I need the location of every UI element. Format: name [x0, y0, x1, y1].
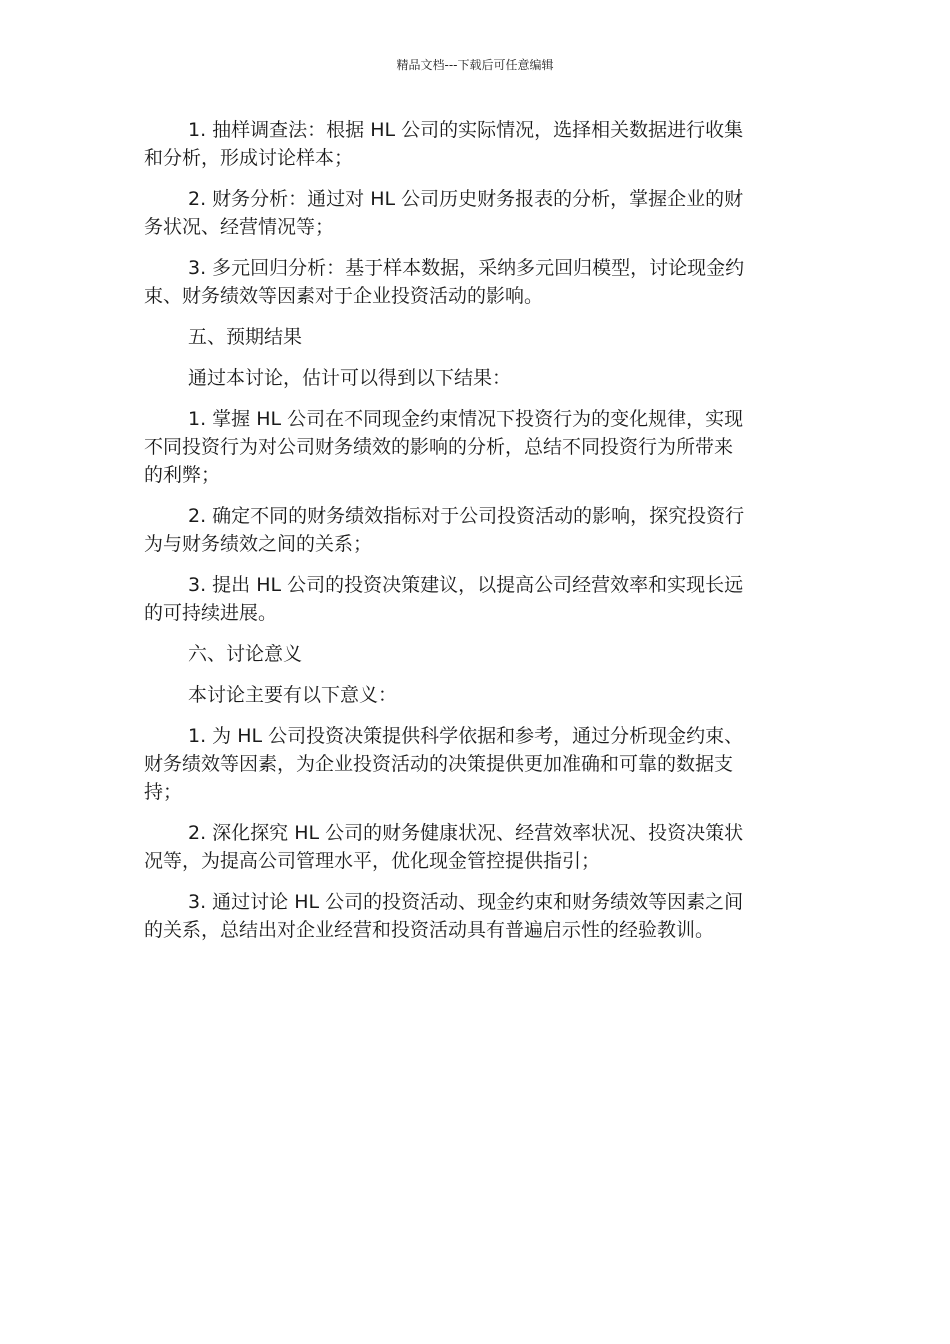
- method-item-2: 2. 财务分析：通过对 HL 公司历史财务报表的分析，掌握企业的财 务状况、经营情况等；: [144, 188, 744, 238]
- significance-item-3: 3. 通过讨论 HL 公司的投资活动、现金约束和财务绩效等因素之间 的关系，总结出对企业经营和投资活动具有普遍启示性的经验教训。: [144, 891, 744, 941]
- result-item-1: 1. 掌握 HL 公司在不同现金约束情况下投资行为的变化规律，实现 不同投资行为对公司财务绩效的影响的分析，总结不同投资行为所带来 的利弊；: [144, 408, 744, 486]
- significance-item-2: 2. 深化探究 HL 公司的财务健康状况、经营效率状况、投资决策状 况等，为提高公司管理水平，优化现金管控提供指引；: [144, 822, 744, 872]
- expected-results-intro: 通过本讨论，估计可以得到以下结果：: [188, 367, 512, 389]
- method-item-1: 1. 抽样调查法：根据 HL 公司的实际情况，选择相关数据进行收集 和分析，形成讨论样本；: [144, 119, 744, 169]
- section-heading-significance: 六、讨论意义: [188, 643, 303, 665]
- page-header: 精品文档---下载后可任意编辑: [396, 58, 554, 72]
- method-item-3: 3. 多元回归分析：基于样本数据，采纳多元回归模型，讨论现金约 束、财务绩效等因素对于企业投资活动的影响。: [144, 257, 745, 307]
- document-body: [144, 116, 804, 957]
- significance-intro: 本讨论主要有以下意义：: [188, 684, 398, 706]
- result-item-3: 3. 提出 HL 公司的投资决策建议，以提高公司经营效率和实现长远 的可持续进展。: [144, 574, 744, 624]
- section-heading-expected-results: 五、预期结果: [188, 326, 303, 348]
- significance-item-1: 1. 为 HL 公司投资决策提供科学依据和参考，通过分析现金约束、 财务绩效等因素，为企业投资活动的决策提供更加准确和可靠的数据支 持；: [144, 725, 744, 803]
- result-item-2: 2. 确定不同的财务绩效指标对于公司投资活动的影响，探究投资行 为与财务绩效之间的关系；: [144, 505, 745, 555]
